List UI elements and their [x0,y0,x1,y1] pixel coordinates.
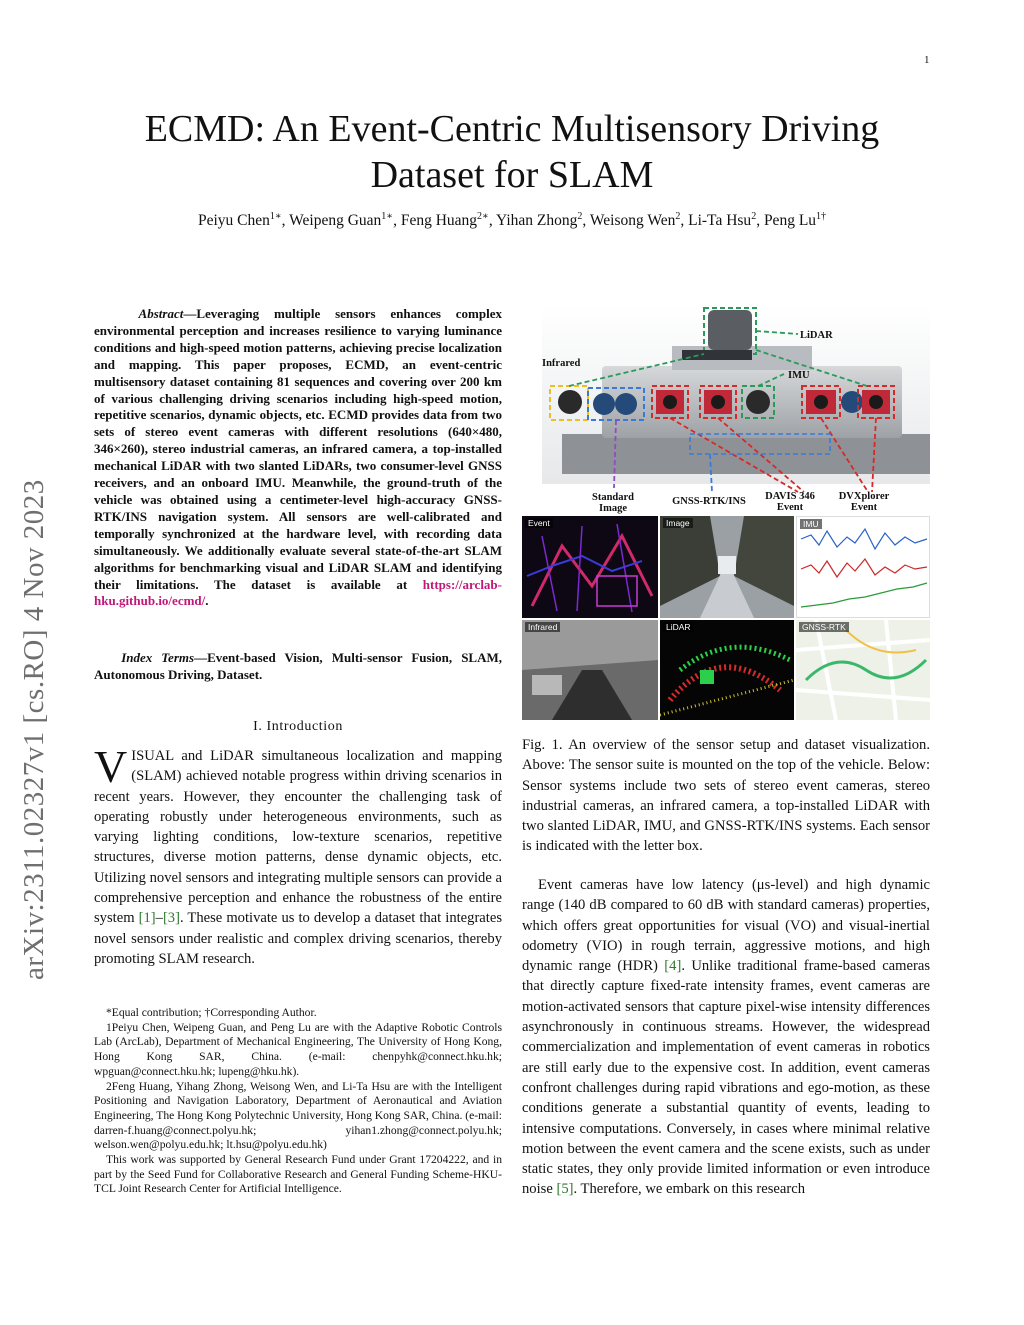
panel-infrared [522,620,658,720]
footnote-equal: *Equal contribution; †Corresponding Author. [106,1006,317,1019]
event-visualization [522,516,658,618]
label-gnss-rtk-ins: GNSS-RTK/INS [672,496,746,507]
author: Yihan Zhong$^2$ [496,211,583,230]
infrared-image [522,620,658,720]
label-dvxplorer: DVXplorer Event [838,491,890,513]
footnote-affil-1: 1Peiyu Chen, Weipeng Guan, and Peng Lu are with the Adaptive Robotic Controls Lab (ArcLab), Department of Mechanical Engineering, The University of Hong Kong, Hong Kong SAR, China. (e-mail: chenpyhk@connect.hku.hk; wpguan@connect.hku.hk; lupeng@hku.hk). [94,1020,502,1078]
index-terms: Index Terms—Event-based Vision, Multi-sensor Fusion, SLAM, Autonomous Driving, Dataset. [94,650,503,682]
body-paragraph: Event cameras have low latency (μs-level) and high dynamic range (140 dB compared to 60 dB with standard cameras) properties, which offers great opportunities for visual (VO) and visual-inertial odometry (VIO) in rough terrain, aggressive motions, and high dynamic range (HDR) [4]. Unlike traditional frame-based cameras that directly capture fixed-rate intensity frames, event cameras are motion-activated sensors that capture pixel-wise intensity differences asynchronously in continuous streams. However, the widespread commercialization and implementation of event cameras in robotics are still early due to the expensive cost. In addition, event cameras confront challenges during rapid vibrations and ego-motion, as these conditions generate a substantial quantity of events, leading to intensive computations. Conversely, in cases where minimal relative motion between the event camera and the scene exists, such as under static states, they only provide limited information or even introduce noise [5]. Therefore, we embark on this research [522,877,931,1198]
title-line-1: ECMD: An Event-Centric Multisensory Driving [144,108,880,150]
caption-body: An overview of the sensor setup and dataset visualization. Above: The sensor suite is mounted on the top of the vehicle. Below: Sensor systems include two sets of stereo event cameras, stereo industrial cameras, an infrared camera, a top-installed LiDAR with two slanted LiDAR, IMU, and GNSS-RTK/INS systems. Each sensor is indicated with the letter box. [522,737,931,855]
index-terms-label: Index Terms [121,650,195,665]
dataset-link[interactable]: https://arclab-hku.github.io/ecmd/ [94,576,502,609]
panel-imu [796,516,930,618]
imu-plots [797,517,930,618]
drop-cap: V [94,741,128,792]
title-line-2: Dataset for SLAM [370,154,654,196]
panel-event [522,516,658,618]
section-heading: I. Introduction [253,719,343,734]
panel-image [660,516,794,618]
lidar-pointcloud [660,620,794,720]
author: Weisong Wen$^2$ [589,211,681,230]
author: Peiyu Chen$^{1∗}$ [197,211,282,230]
panel-tag: LiDAR [663,622,694,632]
gnss-map [796,620,930,720]
label-davis: DAVIS 346 Event [765,491,815,513]
arxiv-stamp: arXiv:2311.02327v1 [cs.RO] 4 Nov 2023 [18,479,50,980]
page-number: 1 [924,54,930,66]
panel-gnss [796,620,930,720]
street-image [660,516,794,618]
panel-tag: Image [663,518,693,528]
lidar-sensor [708,310,752,350]
footnote-affil-2: 2Feng Huang, Yihang Zhong, Weisong Wen, and Li-Ta Hsu are with the Intelligent Positioning and Navigation Laboratory, Department of Aeronautical and Aviation Engineering, The Hong Kong Polytechnic University, Hong Kong SAR, China. (e-mail: darren-f.huang@connect.polyu.hk; yihan1.zhong@connect.polyu.hk; welson.wen@polyu.edu.hk; lt.hsu@polyu.edu.hk) [94,1079,502,1152]
figure-1 [522,306,930,720]
panel-tag: GNSS-RTK [799,622,849,632]
label-imu: IMU [788,370,810,381]
panel-tag: Infrared [525,622,560,632]
panel-tag: Event [525,518,553,528]
index-terms-body: Event-based Vision, Multi-sensor Fusion, SLAM, Autonomous Driving, Dataset. [94,650,503,682]
panel-lidar [660,620,794,720]
footnote-funding: This work was supported by General Research Fund under Grant 17204222, and in part by the Seed Fund for Collaborative Research and General Funding Scheme-HKU-TCL Joint Research Center for Artificial Intelligence. [94,1153,502,1196]
intro-paragraph: VISUAL and LiDAR simultaneous localization and mapping (SLAM) achieved notable progress within driving scenarios in recent years. However, they encounter the challenging task of operating robustly under heterogeneous environments, such as varying lighting conditions, low-texture scenarios, repetitive structures, diverse motion patterns, dense dynamic objects, etc. Utilizing novel sensors and integrating multiple sensors can provide a comprehensive perception and enhance the robustness of the entire system [1]–[3]. These motivate us to develop a dataset that integrates novel sensors under realistic and complex driving scenarios, thereby promoting SLAM research. [94,741,502,967]
label-lidar: LiDAR [800,330,833,341]
author: Peng $Lu^{1\dagger}$ [763,211,827,230]
author: Li-Ta Hsu$^2$ [688,211,757,230]
abstract-label: Abstract [138,306,184,321]
citation-link[interactable]: [1] [138,910,156,927]
label-infrared: Infrared [542,358,581,369]
figure-caption [522,735,930,857]
citation-link[interactable]: [5] [556,1181,574,1198]
abstract: Abstract—Leveraging multiple sensors enhances complex environmental perception and increases resilience to varying luminance conditions and high-speed motion patterns, achieving precise localization and mapping. This paper proposes, ECMD, an event-centric multisensory dataset containing 81 sequences and covering over 200 km of various challenging driving scenarios including high-speed motion, repetitive scenarios, dynamic objects, etc. ECMD provides data from two sets of stereo event cameras with different resolutions (640×480, 346×260), stereo industrial cameras, an infrared camera, a top-installed mechanical LiDAR with two slanted LiDARs, two consumer-level GNSS receivers, and an onboard IMU. Meanwhile, the ground-truth of the vehicle was obtained using a centimeter-level high-accuracy GNSS-RTK/INS navigation system. All sensors are well-calibrated and temporally synchronized at the hardware level, with recording data simultaneously. We additionally evaluate several state-of-the-art SLAM algorithms for benchmarking visual and LiDAR SLAM and identifying their limitations. The dataset is available at https://arclab-hku.github.io/ecmd/. [94,306,503,609]
citation-link[interactable]: [4] [664,958,682,975]
abstract-body: Leveraging multiple sensors enhances complex environmental perception and increases resilience to varying luminance conditions and high-speed motion patterns, achieving precise localization and mapping. This paper proposes, ECMD, an event-centric multisensory dataset containing 81 sequences and covering over 200 km of various challenging driving scenarios including high-speed motion, repetitive scenarios, dynamic objects, etc. ECMD provides data from two sets of stereo event cameras with different resolutions (640×480, 346×260), stereo industrial cameras, an infrared camera, a top-installed mechanical LiDAR with two slanted LiDARs, two consumer-level GNSS receivers, and an onboard IMU. Meanwhile, the ground-truth of the vehicle was obtained using a centimeter-level high-accuracy GNSS-RTK/INS navigation system. All sensors are well-calibrated and temporally synchronized at the hardware level, with recording data simultaneously. We additionally evaluate several state-of-the-art SLAM algorithms for benchmarking visual and LiDAR SLAM and identifying their limitations. The dataset is available at [94,306,503,592]
label-standard-image: Standard Image [591,492,634,514]
citation-link[interactable]: [3] [162,910,180,927]
figure-label: Fig. 1. [522,737,563,753]
footnotes [94,1006,502,1197]
author-list: Peiyu Chen$^{1∗}$, Weipeng Guan$^{1∗}$, Feng Huang$^{2∗}$, Yihan Zhong$^2$, Weisong Wen$^2$, Li-Ta Hsu$^2$, Peng $Lu^{1\dagger}$ [197,211,827,230]
panel-tag: IMU [800,519,822,529]
paper-title [80,106,944,198]
author: Weipeng Guan$^{1∗}$ [289,211,394,230]
author: Feng Huang$^{2∗}$ [400,211,489,230]
